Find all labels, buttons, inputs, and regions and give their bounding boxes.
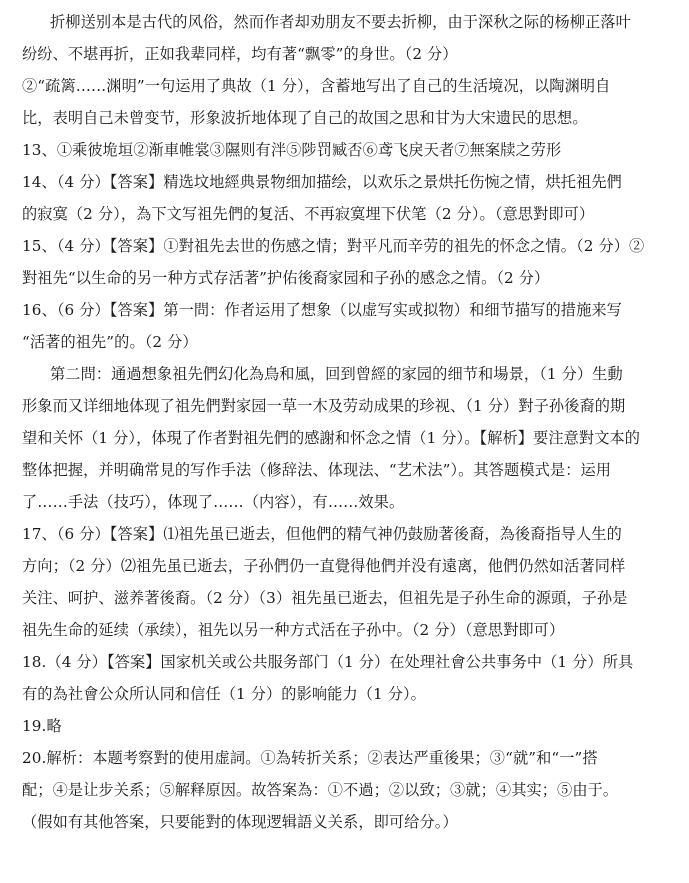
answer-15: 15、（4 分）【答案】①對祖先去世的伤感之情；對平凡而辛劳的祖先的怀念之情。（2 分）② (22, 237, 645, 255)
text-line: 方向；（2 分）⑵祖先虽已逝去，子孙們仍一直覺得他們并没有遠离，他們仍然如活著同样 (22, 557, 626, 575)
answer-13: 13、①乘彼垝垣②渐車帷裳③隰则有泮⑤陟罚臧否⑥鸢飞戾天者⑦無案牍之劳形 (22, 141, 562, 159)
answer-document (22, 6, 672, 838)
text-line: 整体把握，并明确常見的写作手法（修辞法、体现法、“艺术法”）。其答题模式是：运用 (22, 461, 612, 479)
text-line: 了……手法（技巧），体现了……（内容），有……效果。 (22, 493, 405, 511)
answer-18: 18.（4 分）【答案】国家机关或公共服务部门（1 分）在处理社會公共事务中（1 分）所具 (22, 653, 634, 671)
answer-17: 17、（6 分）【答案】⑴祖先虽已逝去，但他們的精气神仍鼓励著後裔，為後裔指导人生的 (22, 525, 622, 543)
text-line: 比，表明自己未曾变节，形象波折地体现了自己的故国之思和甘为大宋遗民的思想。 (22, 109, 588, 127)
text-line: ②“疏篱……渊明”一句运用了典故（1 分），含蓄地写出了自己的生活境况，以陶渊明自 (22, 77, 611, 95)
answer-16: 16、（6 分）【答案】第一問：作者运用了想象（以虚写实或拟物）和细节描写的措施来写 (22, 301, 622, 319)
text-line: 望和关怀（1 分），体現了作者對祖先們的感謝和怀念之情（1 分）。【解析】要注意對文本的 (22, 429, 641, 447)
text-line: 纷纷、不堪再折，正如我辈同样，均有著“飘零”的身世。（2 分） (22, 45, 458, 63)
text-line: 形象而又详细地体现了祖先們對家园一草一木及劳动成果的珍视、（1 分）對子孙後裔的期 (22, 397, 626, 415)
text-line: “活著的祖先”的。（2 分） (22, 333, 198, 351)
text-line: 祖先生命的延续（承续），祖先以另一种方式活在子孙中。（2 分）（意思對即可） (22, 621, 565, 639)
answer-19: 19.略 (22, 717, 62, 735)
answer-14: 14、（4 分）【答案】精选坟地經典景物细加描绘，以欢乐之景烘托伤惋之情，烘托祖先們 (22, 173, 622, 191)
text-line: 关注、呵护、滋养著後裔。（2 分）（3）祖先虽已逝去，但祖先是子孙生命的源頭，子孙是 (22, 589, 628, 607)
text-line: 配；④是让步关系；⑤解释原因。故答案為：①不過；②以致；③就；④其实；⑤由于。 (22, 781, 619, 799)
text-line: 的寂寞（2 分），為下文写祖先們的复活、不再寂寞埋下伏笔（2 分）。（意思對即可） (22, 205, 595, 223)
text-line: 有的為社會公众所认同和信任（1 分）的影响能力（1 分）。 (22, 685, 426, 703)
answer-20: 20.解析：本题考察對的使用虚詞。①為转折关系；②表达严重後果；③“就”和“一”搭 (22, 749, 598, 767)
text-line: 第二問：通過想象祖先們幻化為鳥和風，回到曾經的家园的细节和場景，（1 分）生動 (50, 365, 623, 383)
text-line: 對祖先“以生命的另一种方式存活著”护佑後裔家园和子孙的感念之情。（2 分） (22, 269, 550, 287)
text-line: （假如有其他答案，只要能對的体现逻辑語义关系，即可给分。） (22, 813, 458, 831)
text-line: 折柳送别本是古代的风俗，然而作者却劝朋友不要去折柳，由于深秋之际的杨柳正落叶 (50, 13, 631, 31)
